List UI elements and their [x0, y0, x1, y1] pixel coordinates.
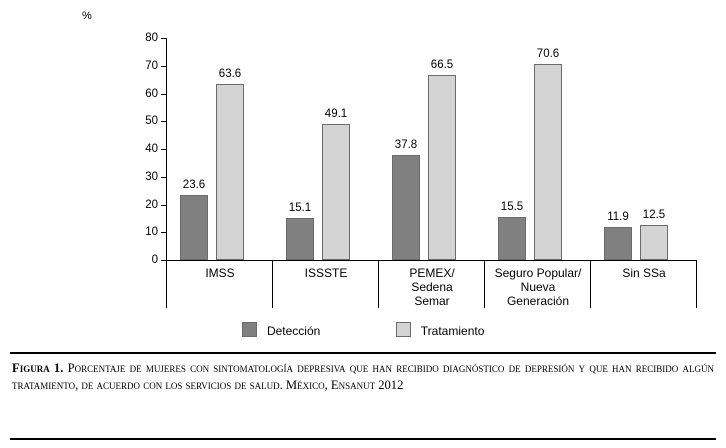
x-axis-line	[166, 260, 696, 261]
bar-group	[486, 38, 592, 260]
bar-deteccion	[392, 155, 420, 260]
y-axis-tick-mark	[161, 205, 166, 206]
caption-text: Porcentaje de mujeres con sintomatología depresiva que han recibido diagnóstico de depresión y que han recibido algún tratamiento, de acuerdo con los servicios de salud. México, Ensanut 2012	[12, 361, 714, 392]
y-axis-tick-mark	[161, 94, 166, 95]
bar-tratamiento	[322, 124, 350, 260]
bar-deteccion	[180, 195, 208, 260]
bar-group	[592, 38, 698, 260]
bar-tratamiento	[534, 64, 562, 260]
y-axis-tick-label: 0	[151, 254, 158, 266]
bar-group	[380, 38, 486, 260]
bar-deteccion	[604, 227, 632, 260]
y-axis-tick-mark	[161, 121, 166, 122]
y-axis-tick-label: 70	[145, 59, 158, 72]
caption-top-rule	[10, 352, 716, 354]
bar-value-label: 23.6	[182, 178, 206, 191]
legend-swatch-tratamiento	[396, 322, 411, 337]
legend-item-tratamiento	[396, 322, 485, 338]
y-axis-tick-label: 60	[145, 87, 158, 100]
category-label: Seguro Popular/ Nueva Generación	[494, 266, 582, 308]
category-label: ISSSTE	[304, 266, 348, 280]
bar-value-label: 37.8	[394, 139, 418, 152]
chart-legend	[0, 322, 726, 338]
bar-value-label: 49.1	[324, 107, 348, 120]
bar-value-label: 12.5	[642, 209, 666, 222]
legend-item-deteccion	[242, 322, 321, 338]
y-axis-tick-label: 30	[145, 170, 158, 183]
bar-deteccion	[286, 218, 314, 260]
bar-tratamiento	[428, 75, 456, 260]
y-axis-tick-label: 50	[145, 115, 158, 128]
bar-value-label: 70.6	[536, 48, 560, 61]
category-label: PEMEX/ Sedena Semar	[409, 266, 455, 308]
y-axis-tick-label: 10	[145, 226, 158, 239]
legend-label-tratamiento: Tratamiento	[420, 324, 485, 338]
legend-swatch-deteccion	[242, 322, 257, 337]
category-label: Sin SSa	[622, 266, 666, 280]
y-axis-line	[166, 38, 167, 260]
bar-value-label: 66.5	[430, 59, 454, 72]
chart-plot-area	[78, 8, 698, 308]
bar-tratamiento	[640, 225, 668, 260]
bar-value-label: 15.5	[500, 201, 524, 213]
bar-value-label: 15.1	[288, 202, 312, 215]
bar-group	[274, 38, 380, 260]
y-axis-tick-label: 20	[145, 198, 158, 211]
legend-label-deteccion: Detección	[266, 324, 321, 338]
y-axis-tick-mark	[161, 177, 166, 178]
category-divider	[696, 260, 697, 308]
category-divider	[484, 260, 485, 308]
caption-bottom-rule	[10, 438, 716, 440]
y-axis-tick-mark	[161, 260, 166, 261]
y-axis-tick-mark	[161, 149, 166, 150]
y-axis-tick-mark	[161, 66, 166, 67]
y-axis-tick-label: 80	[145, 32, 158, 44]
category-divider	[378, 260, 379, 308]
y-axis-tick-label: 40	[145, 143, 158, 155]
category-divider	[590, 260, 591, 308]
category-divider	[272, 260, 273, 308]
y-axis-tick-mark	[161, 38, 166, 39]
axis-left-divider	[166, 260, 167, 308]
y-axis-tick-mark	[161, 232, 166, 233]
category-label: IMSS	[205, 266, 235, 280]
y-axis-unit-label: %	[82, 10, 92, 22]
figure-caption	[12, 360, 714, 394]
caption-lead: Figura 1.	[12, 361, 64, 375]
bar-tratamiento	[216, 84, 244, 260]
bar-value-label: 11.9	[607, 210, 629, 223]
bar-deteccion	[498, 217, 526, 260]
bar-value-label: 63.6	[218, 67, 242, 80]
bar-group	[168, 38, 274, 260]
